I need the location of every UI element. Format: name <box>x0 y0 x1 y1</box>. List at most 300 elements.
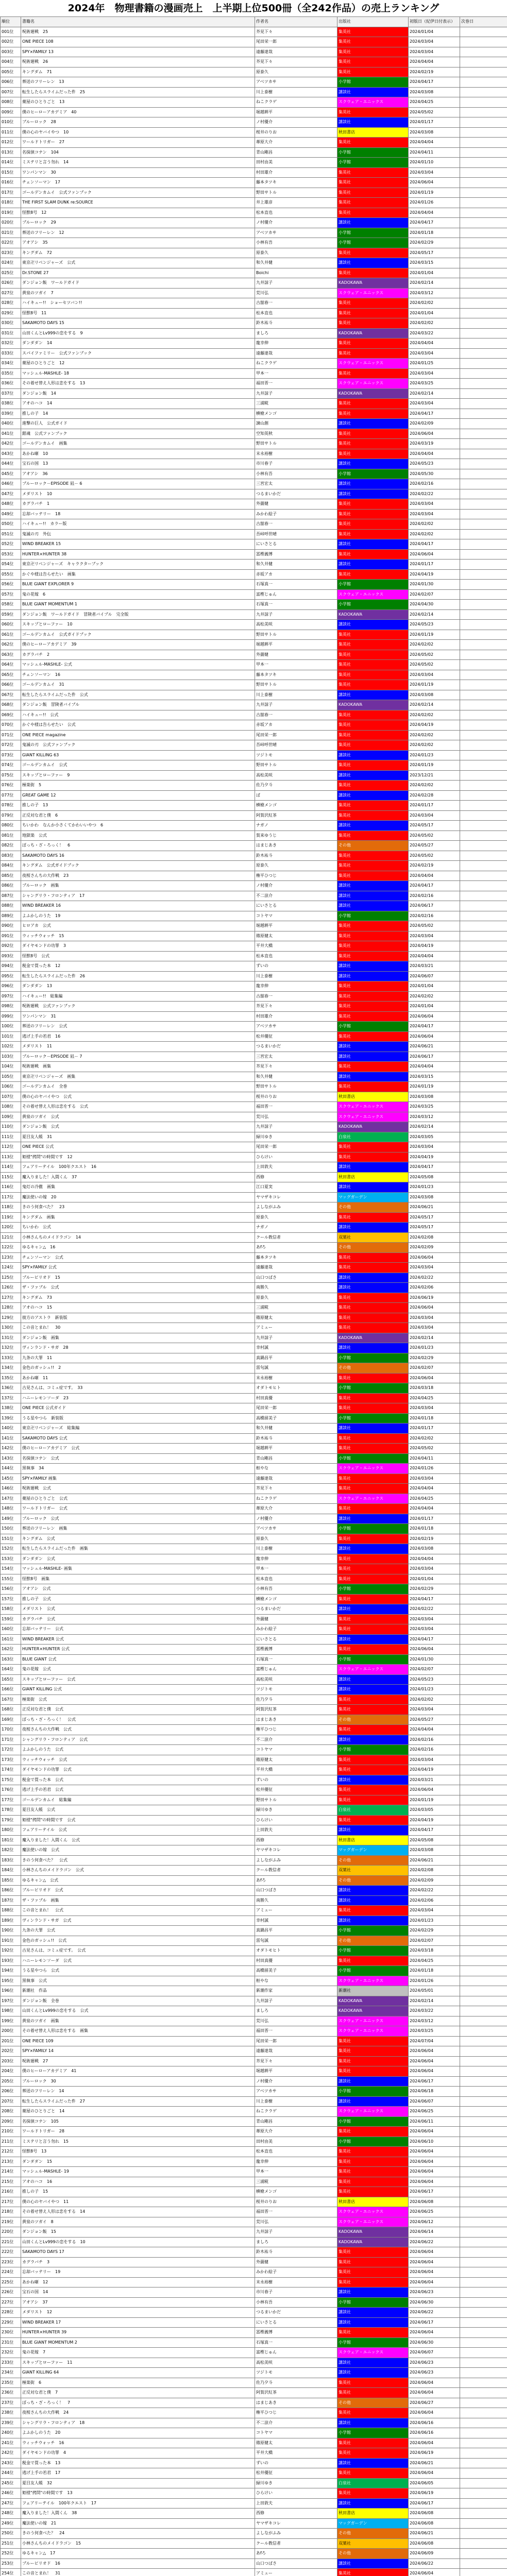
publisher-cell: スクウェア・エニックス <box>337 1112 409 1122</box>
table-row <box>1 348 507 359</box>
author-cell: 阿賀沢紅茶 <box>255 1705 337 1715</box>
author-cell: 藤本タツキ <box>255 1252 337 1263</box>
column-header-publisher: 出版社 <box>337 17 409 27</box>
rank-cell: 190位 <box>1 1926 21 1936</box>
author-cell: 龍幸伸 <box>255 981 337 992</box>
next-volume-date-cell <box>460 2518 507 2529</box>
rank-cell: 123位 <box>1 1252 21 1263</box>
table-row <box>1 1645 507 1655</box>
rank-cell: 085位 <box>1 871 21 881</box>
author-cell: 権平ひつじ <box>255 2408 337 2418</box>
author-cell: コトヤマ <box>255 2428 337 2438</box>
next-volume-date-cell <box>460 127 507 138</box>
publisher-cell: 集英社 <box>337 429 409 439</box>
table-row <box>1 388 507 399</box>
rank-cell: 025位 <box>1 268 21 278</box>
rank-cell: 248位 <box>1 2509 21 2519</box>
publisher-cell: スクウェア・エニックス <box>337 379 409 389</box>
next-volume-date-cell <box>460 881 507 891</box>
first-edition-date-cell: 2024/06/21 <box>409 2458 460 2468</box>
author-cell: 山口つばさ <box>255 1273 337 1283</box>
author-cell: 平井大橋 <box>255 941 337 952</box>
rank-cell: 218位 <box>1 2207 21 2217</box>
first-edition-date-cell: 2024/03/04 <box>409 1564 460 1574</box>
next-volume-date-cell <box>460 1785 507 1795</box>
next-volume-date-cell <box>460 720 507 731</box>
rank-cell: 022位 <box>1 238 21 248</box>
author-cell: 三宮宏太 <box>255 479 337 489</box>
rank-cell: 009位 <box>1 107 21 117</box>
next-volume-date-cell <box>460 1293 507 1303</box>
rank-cell: 043位 <box>1 449 21 459</box>
first-edition-date-cell: 2024/06/04 <box>409 2277 460 2287</box>
title-cell: 魔入りました！入間くん 38 <box>21 2509 255 2519</box>
first-edition-date-cell: 2024/02/14 <box>409 1996 460 2006</box>
table-row <box>1 1926 507 1936</box>
table-row <box>1 2167 507 2177</box>
rank-cell: 107位 <box>1 1092 21 1102</box>
publisher-cell: スクウェア・エニックス <box>337 2348 409 2358</box>
author-cell: 平井大橋 <box>255 2448 337 2459</box>
author-cell: 空知英秋 <box>255 429 337 439</box>
table-row <box>1 1835 507 1845</box>
table-row <box>1 1022 507 1032</box>
publisher-cell: 集英社 <box>337 138 409 148</box>
first-edition-date-cell: 2024/03/04 <box>409 1263 460 1273</box>
rank-cell: 181位 <box>1 1835 21 1845</box>
next-volume-date-cell <box>460 2197 507 2207</box>
title-cell: スキップとローファー 9 <box>21 770 255 781</box>
title-cell: ブルーピリオド 15 <box>21 1273 255 1283</box>
next-volume-date-cell <box>460 700 507 710</box>
rank-cell: 102位 <box>1 1042 21 1052</box>
table-row <box>1 2448 507 2459</box>
rank-cell: 147位 <box>1 1494 21 1504</box>
author-cell: 甲本一 <box>255 368 337 379</box>
title-cell: マッシュル-MASHLE- 18 <box>21 368 255 379</box>
author-cell: ナガノ <box>255 1223 337 1233</box>
author-cell: あfろ <box>255 1243 337 1253</box>
next-volume-date-cell <box>460 1685 507 1695</box>
publisher-cell: スクウェア・エニックス <box>337 359 409 369</box>
rank-cell: 177位 <box>1 1795 21 1805</box>
next-volume-date-cell <box>460 1956 507 1966</box>
first-edition-date-cell: 2024/03/04 <box>409 1313 460 1323</box>
publisher-cell: 集英社 <box>337 871 409 881</box>
table-row <box>1 47 507 57</box>
author-cell: 石塚真一 <box>255 580 337 590</box>
next-volume-date-cell <box>460 499 507 510</box>
author-cell: 堀越耕平 <box>255 107 337 117</box>
first-edition-date-cell: 2024/01/17 <box>409 1514 460 1524</box>
publisher-cell: 集英社 <box>337 1433 409 1444</box>
author-cell: 冨樫義博 <box>255 2328 337 2338</box>
rank-cell: 128位 <box>1 1303 21 1313</box>
table-row <box>1 1976 507 1986</box>
next-volume-date-cell <box>460 2177 507 2187</box>
first-edition-date-cell: 2024/01/17 <box>409 560 460 570</box>
next-volume-date-cell <box>460 911 507 921</box>
first-edition-date-cell: 2024/05/02 <box>409 851 460 861</box>
title-cell: SAKAMOTO DAYS 公式 <box>21 1433 255 1444</box>
first-edition-date-cell: 2024/01/04 <box>409 308 460 318</box>
next-volume-date-cell <box>460 1544 507 1554</box>
next-volume-date-cell <box>460 1393 507 1403</box>
title-cell: ハニーレモンソーダ 23 <box>21 1393 255 1403</box>
next-volume-date-cell <box>460 1835 507 1845</box>
table-row <box>1 218 507 228</box>
next-volume-date-cell <box>460 2509 507 2519</box>
first-edition-date-cell: 2024/02/02 <box>409 730 460 740</box>
next-volume-date-cell <box>460 218 507 228</box>
first-edition-date-cell: 2024/05/23 <box>409 620 460 630</box>
title-cell: 姫様"拷問"の時間です 13 <box>21 2488 255 2499</box>
next-volume-date-cell <box>460 1403 507 1414</box>
next-volume-date-cell <box>460 2066 507 2077</box>
rank-cell: 118位 <box>1 1202 21 1213</box>
title-cell: 進撃の巨人 公式ガイド <box>21 419 255 429</box>
first-edition-date-cell: 2024/03/08 <box>409 87 460 97</box>
title-cell: ミステリと言う勿れ 14 <box>21 158 255 168</box>
first-edition-date-cell: 2024/06/04 <box>409 549 460 560</box>
publisher-cell: 集英社 <box>337 740 409 751</box>
rank-cell: 013位 <box>1 147 21 158</box>
title-cell: 九条の大罪 公式 <box>21 1926 255 1936</box>
next-volume-date-cell <box>460 2217 507 2227</box>
rank-cell: 069位 <box>1 710 21 720</box>
first-edition-date-cell: 2024/03/08 <box>409 1544 460 1554</box>
author-cell: 権平ひつじ <box>255 871 337 881</box>
author-cell: つるまいかだ <box>255 1604 337 1615</box>
publisher-cell: 集英社 <box>337 2438 409 2448</box>
publisher-cell: 集英社 <box>337 499 409 510</box>
publisher-cell: 講談社 <box>337 2308 409 2318</box>
title-cell: 葬送のフリーレン 13 <box>21 77 255 88</box>
next-volume-date-cell <box>460 2558 507 2569</box>
rank-cell: 175位 <box>1 1775 21 1785</box>
first-edition-date-cell: 2024/06/04 <box>409 2468 460 2479</box>
first-edition-date-cell: 2024/04/04 <box>409 871 460 881</box>
publisher-cell: 集英社 <box>337 1534 409 1544</box>
column-header-first-edition-date: 初版日（紀伊日付表示） <box>409 17 460 27</box>
publisher-cell: 集英社 <box>337 569 409 580</box>
rank-cell: 095位 <box>1 971 21 981</box>
title-cell: 山田くんとLv999の恋をする 9 <box>21 328 255 338</box>
next-volume-date-cell <box>460 2358 507 2368</box>
rank-cell: 008位 <box>1 97 21 108</box>
next-volume-date-cell <box>460 2398 507 2408</box>
next-volume-date-cell <box>460 2478 507 2488</box>
rank-cell: 031位 <box>1 328 21 338</box>
table-row <box>1 821 507 831</box>
table-row <box>1 489 507 499</box>
table-row <box>1 1323 507 1333</box>
rank-cell: 105位 <box>1 1072 21 1082</box>
author-cell: 山口つばさ <box>255 1886 337 1896</box>
next-volume-date-cell <box>460 560 507 570</box>
author-cell: 堀越耕平 <box>255 921 337 931</box>
author-cell: 高橋留美子 <box>255 1966 337 1976</box>
next-volume-date-cell <box>460 1725 507 1735</box>
rank-cell: 202位 <box>1 2046 21 2057</box>
next-volume-date-cell <box>460 2157 507 2167</box>
first-edition-date-cell: 2023/12/21 <box>409 770 460 781</box>
next-volume-date-cell <box>460 1373 507 1383</box>
title-cell: ダンジョン飯 15 <box>21 2227 255 2238</box>
title-cell: きのう何食べた？ 24 <box>21 2529 255 2539</box>
author-cell: 吾峠呼世晴 <box>255 740 337 751</box>
first-edition-date-cell: 2024/02/06 <box>409 1895 460 1906</box>
title-cell: スパイファミリー 公式ファンブック <box>21 348 255 359</box>
title-cell: メダリスト 12 <box>21 2308 255 2318</box>
first-edition-date-cell: 2024/06/04 <box>409 2388 460 2398</box>
title-cell: 東京卍リベンジャーズ 画集 <box>21 1072 255 1082</box>
first-edition-date-cell: 2024/06/19 <box>409 2448 460 2459</box>
next-volume-date-cell <box>460 1966 507 1976</box>
title-cell: Dr.STONE 27 <box>21 268 255 278</box>
table-row <box>1 318 507 329</box>
publisher-cell: 小学館 <box>337 1524 409 1534</box>
rank-cell: 037位 <box>1 388 21 399</box>
publisher-cell: 講談社 <box>337 1735 409 1745</box>
rank-cell: 096位 <box>1 981 21 992</box>
publisher-cell: スクウェア・エニックス <box>337 2026 409 2037</box>
next-volume-date-cell <box>460 1534 507 1544</box>
publisher-cell: 集英社 <box>337 1956 409 1966</box>
publisher-cell: 講談社 <box>337 891 409 901</box>
author-cell: 南勝久 <box>255 1895 337 1906</box>
rank-cell: 109位 <box>1 1112 21 1122</box>
table-row <box>1 770 507 781</box>
table-row <box>1 1514 507 1524</box>
title-cell: BLUE GIANT EXPLORER 9 <box>21 580 255 590</box>
table-row <box>1 278 507 289</box>
title-cell: 忘却バッテリー 18 <box>21 509 255 519</box>
publisher-cell: 集英社 <box>337 2177 409 2187</box>
rank-cell: 194位 <box>1 1966 21 1976</box>
author-cell: 原泰久 <box>255 67 337 77</box>
title-cell: GIANT KILLING 公式 <box>21 1685 255 1695</box>
title-cell: 古見さんは、コミュ症です。 公式 <box>21 1946 255 1956</box>
rank-cell: 122位 <box>1 1243 21 1253</box>
rank-cell: 251位 <box>1 2538 21 2549</box>
author-cell: 井上雄彦 <box>255 198 337 208</box>
publisher-cell: 集英社 <box>337 248 409 258</box>
next-volume-date-cell <box>460 750 507 760</box>
publisher-cell: 講談社 <box>337 419 409 429</box>
table-row <box>1 560 507 570</box>
first-edition-date-cell: 2024/02/07 <box>409 589 460 600</box>
title-cell: GIANT KILLING 63 <box>21 750 255 760</box>
first-edition-date-cell: 2024/04/17 <box>409 1594 460 1604</box>
rank-cell: 136位 <box>1 1383 21 1394</box>
next-volume-date-cell <box>460 97 507 108</box>
title-cell: メダリスト 公式 <box>21 1604 255 1615</box>
table-row <box>1 208 507 218</box>
author-cell: 不二涼介 <box>255 1735 337 1745</box>
author-cell: 松本直也 <box>255 208 337 218</box>
rank-cell: 010位 <box>1 117 21 128</box>
next-volume-date-cell <box>460 1333 507 1343</box>
rank-cell: 108位 <box>1 1102 21 1112</box>
author-cell: 野田サトル <box>255 1082 337 1092</box>
next-volume-date-cell <box>460 1946 507 1956</box>
table-row <box>1 700 507 710</box>
rank-cell: 201位 <box>1 2036 21 2046</box>
first-edition-date-cell: 2024/03/04 <box>409 499 460 510</box>
publisher-cell: 集英社 <box>337 861 409 871</box>
first-edition-date-cell: 2024/03/25 <box>409 379 460 389</box>
table-row <box>1 1815 507 1825</box>
first-edition-date-cell: 2024/06/04 <box>409 429 460 439</box>
table-row <box>1 1283 507 1293</box>
title-cell: ダンジョン飯 画集 <box>21 1333 255 1343</box>
first-edition-date-cell: 2024/02/16 <box>409 1745 460 1755</box>
rank-cell: 071位 <box>1 730 21 740</box>
rank-cell: 070位 <box>1 720 21 731</box>
first-edition-date-cell: 2024/03/04 <box>409 399 460 409</box>
next-volume-date-cell <box>460 429 507 439</box>
table-row <box>1 27 507 37</box>
title-cell: ぼっち・ざ・ろっく！ 7 <box>21 2398 255 2408</box>
rank-cell: 115位 <box>1 1172 21 1182</box>
first-edition-date-cell: 2024/02/07 <box>409 1665 460 1675</box>
rank-cell: 120位 <box>1 1223 21 1233</box>
rank-cell: 092位 <box>1 941 21 952</box>
publisher-cell: 集英社 <box>337 1303 409 1313</box>
first-edition-date-cell: 2024/06/04 <box>409 1303 460 1313</box>
table-row <box>1 1765 507 1775</box>
rank-cell: 229位 <box>1 2317 21 2328</box>
publisher-cell: 集英社 <box>337 529 409 539</box>
rank-cell: 152位 <box>1 1544 21 1554</box>
title-cell: ブルーロック 30 <box>21 2076 255 2087</box>
publisher-cell: 集英社 <box>337 2187 409 2197</box>
rank-cell: 249位 <box>1 2518 21 2529</box>
table-row <box>1 951 507 961</box>
table-row <box>1 1162 507 1173</box>
table-row <box>1 720 507 731</box>
table-row <box>1 138 507 148</box>
rank-cell: 060位 <box>1 620 21 630</box>
title-cell: キングダム 公式ガイドブック <box>21 861 255 871</box>
author-cell: 遠藤達哉 <box>255 348 337 359</box>
publisher-cell: 集英社 <box>337 2247 409 2258</box>
table-row <box>1 2036 507 2046</box>
next-volume-date-cell <box>460 1413 507 1423</box>
rank-cell: 232位 <box>1 2348 21 2358</box>
rank-cell: 133位 <box>1 1353 21 1363</box>
next-volume-date-cell <box>460 167 507 178</box>
rank-cell: 119位 <box>1 1212 21 1223</box>
rank-cell: 187位 <box>1 1895 21 1906</box>
publisher-cell: 秋田書店 <box>337 1172 409 1182</box>
publisher-cell: 小学館 <box>337 1654 409 1665</box>
author-cell: 富樫じゅん <box>255 1665 337 1675</box>
publisher-cell: 双葉社 <box>337 2538 409 2549</box>
publisher-cell: 集英社 <box>337 1906 409 1916</box>
author-cell: 三浦糀 <box>255 399 337 409</box>
table-row <box>1 730 507 740</box>
table-row <box>1 1936 507 1946</box>
title-cell: メダリスト 11 <box>21 1042 255 1052</box>
next-volume-date-cell <box>460 1273 507 1283</box>
title-cell: ワールドトリガー 公式 <box>21 1504 255 1514</box>
author-cell: 佐乃夕斗 <box>255 1694 337 1705</box>
author-cell: 緑川ゆき <box>255 1805 337 1816</box>
title-cell: 山田くんとLv999の恋をする 公式 <box>21 2006 255 2016</box>
author-cell: 原泰久 <box>255 1212 337 1223</box>
publisher-cell: 集英社 <box>337 640 409 650</box>
publisher-cell: 秋田書店 <box>337 2197 409 2207</box>
title-cell: シャングリラ・フロンティア 17 <box>21 891 255 901</box>
first-edition-date-cell: 2024/04/11 <box>409 1453 460 1464</box>
table-row <box>1 1403 507 1414</box>
first-edition-date-cell: 2024/02/02 <box>409 740 460 751</box>
title-cell: よふかしのうた 20 <box>21 2428 255 2438</box>
publisher-cell: 集英社 <box>337 1263 409 1273</box>
first-edition-date-cell: 2024/02/16 <box>409 479 460 489</box>
author-cell: 福田晋一 <box>255 2207 337 2217</box>
title-cell: キングダム 公式 <box>21 1534 255 1544</box>
publisher-cell: その他 <box>337 1715 409 1725</box>
first-edition-date-cell: 2024/01/25 <box>409 359 460 369</box>
rank-cell: 027位 <box>1 288 21 298</box>
rank-cell: 039位 <box>1 409 21 419</box>
next-volume-date-cell <box>460 449 507 459</box>
table-row <box>1 1906 507 1916</box>
author-cell: 遠藤達哉 <box>255 1473 337 1484</box>
title-cell: 転生したらスライムだった件 画集 <box>21 1544 255 1554</box>
first-edition-date-cell: 2024/06/22 <box>409 2308 460 2318</box>
next-volume-date-cell <box>460 831 507 841</box>
author-cell: 松本直也 <box>255 1574 337 1584</box>
first-edition-date-cell: 2024/03/04 <box>409 1705 460 1715</box>
table-row <box>1 1654 507 1665</box>
author-cell: 川上泰樹 <box>255 971 337 981</box>
publisher-cell: 集英社 <box>337 2267 409 2278</box>
author-cell: 桜井のりお <box>255 1092 337 1102</box>
author-cell: 末永裕樹 <box>255 1373 337 1383</box>
first-edition-date-cell: 2024/01/26 <box>409 1976 460 1986</box>
author-cell: 村田真優 <box>255 1393 337 1403</box>
title-cell: ブルーロック 29 <box>21 218 255 228</box>
table-row <box>1 2187 507 2197</box>
table-row <box>1 1604 507 1615</box>
first-edition-date-cell: 2024/02/29 <box>409 238 460 248</box>
first-edition-date-cell: 2024/04/04 <box>409 1554 460 1564</box>
first-edition-date-cell: 2024/02/14 <box>409 1333 460 1343</box>
rank-cell: 067位 <box>1 690 21 700</box>
author-cell: 芥見下々 <box>255 27 337 37</box>
title-cell: 小林さんちのメイドラゴン 公式 <box>21 1866 255 1876</box>
first-edition-date-cell: 2024/06/04 <box>409 2257 460 2267</box>
publisher-cell: 講談社 <box>337 1895 409 1906</box>
publisher-cell: 講談社 <box>337 1052 409 1062</box>
rank-cell: 079位 <box>1 810 21 821</box>
table-row <box>1 1855 507 1866</box>
publisher-cell: 集英社 <box>337 650 409 660</box>
rank-cell: 140位 <box>1 1423 21 1434</box>
table-row <box>1 1866 507 1876</box>
publisher-cell: 集英社 <box>337 37 409 47</box>
next-volume-date-cell <box>460 620 507 630</box>
author-cell: 石塚真一 <box>255 600 337 610</box>
first-edition-date-cell: 2024/01/04 <box>409 27 460 37</box>
publisher-cell: 集英社 <box>337 2127 409 2137</box>
next-volume-date-cell <box>460 2056 507 2066</box>
author-cell: アミュー <box>255 1906 337 1916</box>
